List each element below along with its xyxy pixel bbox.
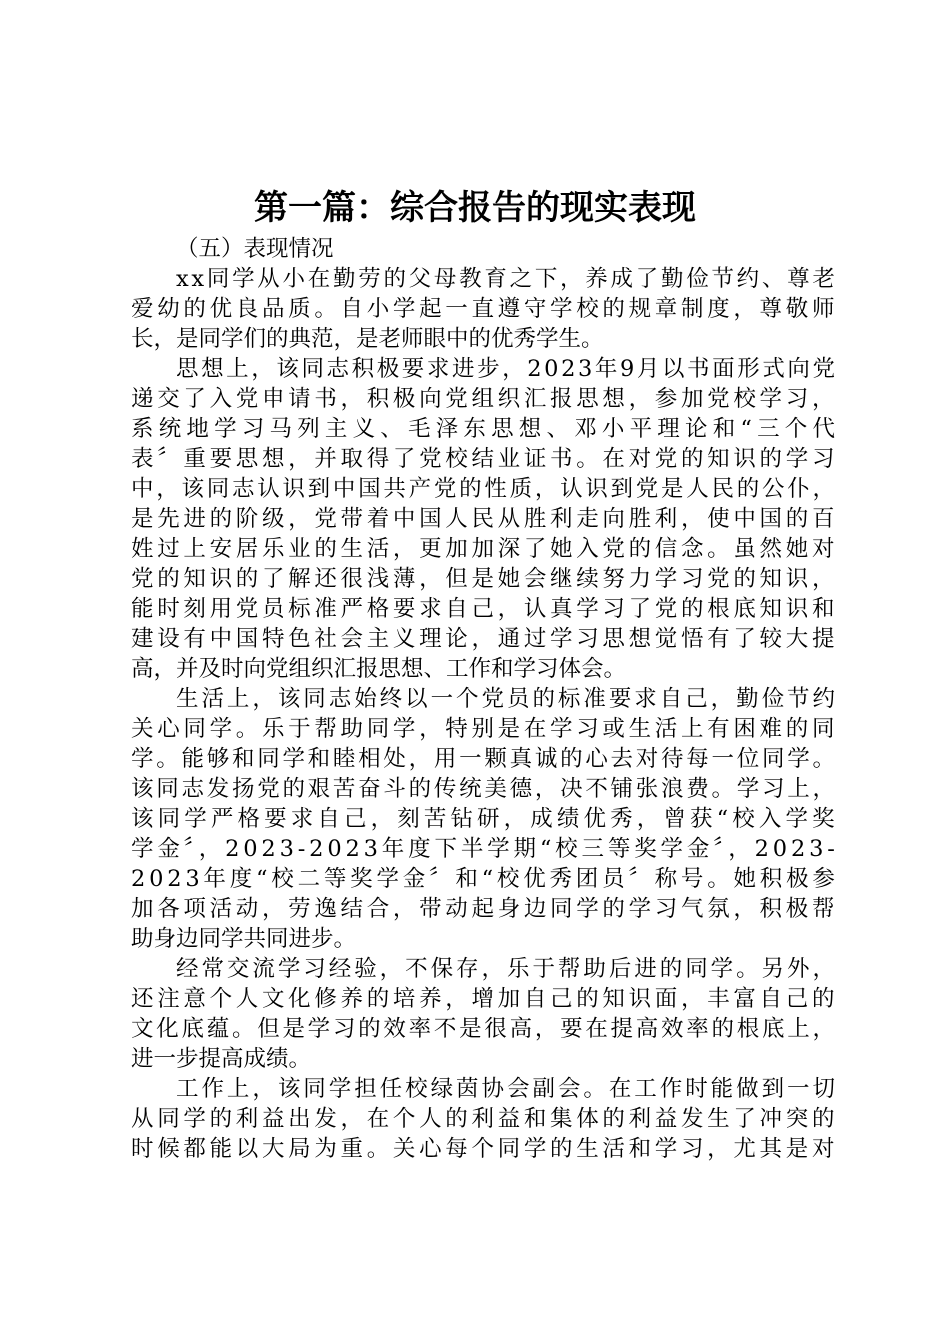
- text-line: 中，该同志认识到中国共产党的性质，认识到党是人民的公仆，: [131, 476, 838, 502]
- text-line: 表〞重要思想，并取得了党校结业证书。在对党的知识的学习: [131, 446, 839, 472]
- text-line: 文化底蕴。但是学习的效率不是很高，要在提高效率的根底上，: [131, 1016, 838, 1042]
- text-line: 建设有中国特色社会主义理论，通过学习思想觉悟有了较大提: [131, 626, 839, 652]
- text-line: 高，并及时向党组织汇报思想、工作和学习体会。: [131, 656, 627, 682]
- text-line: xx同学从小在勤劳的父母教育之下，养成了勤俭节约、尊老: [176, 266, 838, 292]
- text-line: 生活上，该同志始终以一个党员的标准要求自己，勤俭节约: [176, 686, 838, 712]
- text-line: 系统地学习马列主义、毛泽东思想、邓小平理论和“三个代: [131, 416, 841, 442]
- text-line: 能时刻用党员标准严格要求自己，认真学习了党的根底知识和: [131, 596, 839, 622]
- text-line: 时候都能以大局为重。关心每个同学的生活和学习，尤其是对: [131, 1136, 839, 1162]
- text-line: 进一步提高成绩。: [131, 1046, 312, 1072]
- text-line: 从同学的利益出发，在个人的利益和集体的利益发生了冲突的: [131, 1106, 839, 1132]
- section-heading: （五）表现情况: [176, 236, 334, 262]
- text-line: 长，是同学们的典范，是老师眼中的优秀学生。: [131, 326, 604, 352]
- text-line: 助身边同学共同进步。: [131, 926, 357, 952]
- text-line: 爱幼的优良品质。自小学起一直遵守学校的规章制度，尊敬师: [131, 296, 839, 322]
- text-line: 是先进的阶级，党带着中国人民从胜利走向胜利，使中国的百: [131, 506, 839, 532]
- text-line: 学。能够和同学和睦相处，用一颗真诚的心去对待每一位同学。: [131, 746, 838, 772]
- text-line: 2023年度“校二等奖学金〞和“校优秀团员〞称号。她积极参: [131, 866, 839, 892]
- text-line: 思想上，该同志积极要求进步，2023年9月以书面形式向党: [176, 356, 838, 382]
- document-body: [131, 234, 841, 1164]
- document-title: 第一篇：综合报告的现实表现: [254, 188, 696, 228]
- text-line: 递交了入党申请书，积极向党组织汇报思想，参加党校学习，: [131, 386, 839, 412]
- text-line: 姓过上安居乐业的生活，更加加深了她入党的信念。虽然她对: [131, 536, 839, 562]
- text-line: 还注意个人文化修养的培养，增加自己的知识面，丰富自己的: [131, 986, 839, 1012]
- text-line: 党的知识的了解还很浅薄，但是她会继续努力学习党的知识，: [131, 566, 839, 592]
- paragraph-lines: [131, 264, 841, 1164]
- text-line: 关心同学。乐于帮助同学，特别是在学习或生活上有困难的同: [131, 716, 839, 742]
- text-line: 加各项活动，劳逸结合，带动起身边同学的学习气氛，积极帮: [131, 896, 839, 922]
- text-line: 该同志发扬党的艰苦奋斗的传统美德，决不铺张浪费。学习上，: [131, 776, 838, 802]
- text-line: 经常交流学习经验，不保存，乐于帮助后进的同学。另外，: [176, 956, 838, 982]
- text-line: 工作上，该同学担任校绿茵协会副会。在工作时能做到一切: [176, 1076, 838, 1102]
- text-line: 学金〞，2023-2023年度下半学期“校三等奖学金〞，2023-: [131, 836, 839, 862]
- text-line: 该同学严格要求自己，刻苦钻研，成绩优秀，曾获“校入学奖: [131, 806, 839, 832]
